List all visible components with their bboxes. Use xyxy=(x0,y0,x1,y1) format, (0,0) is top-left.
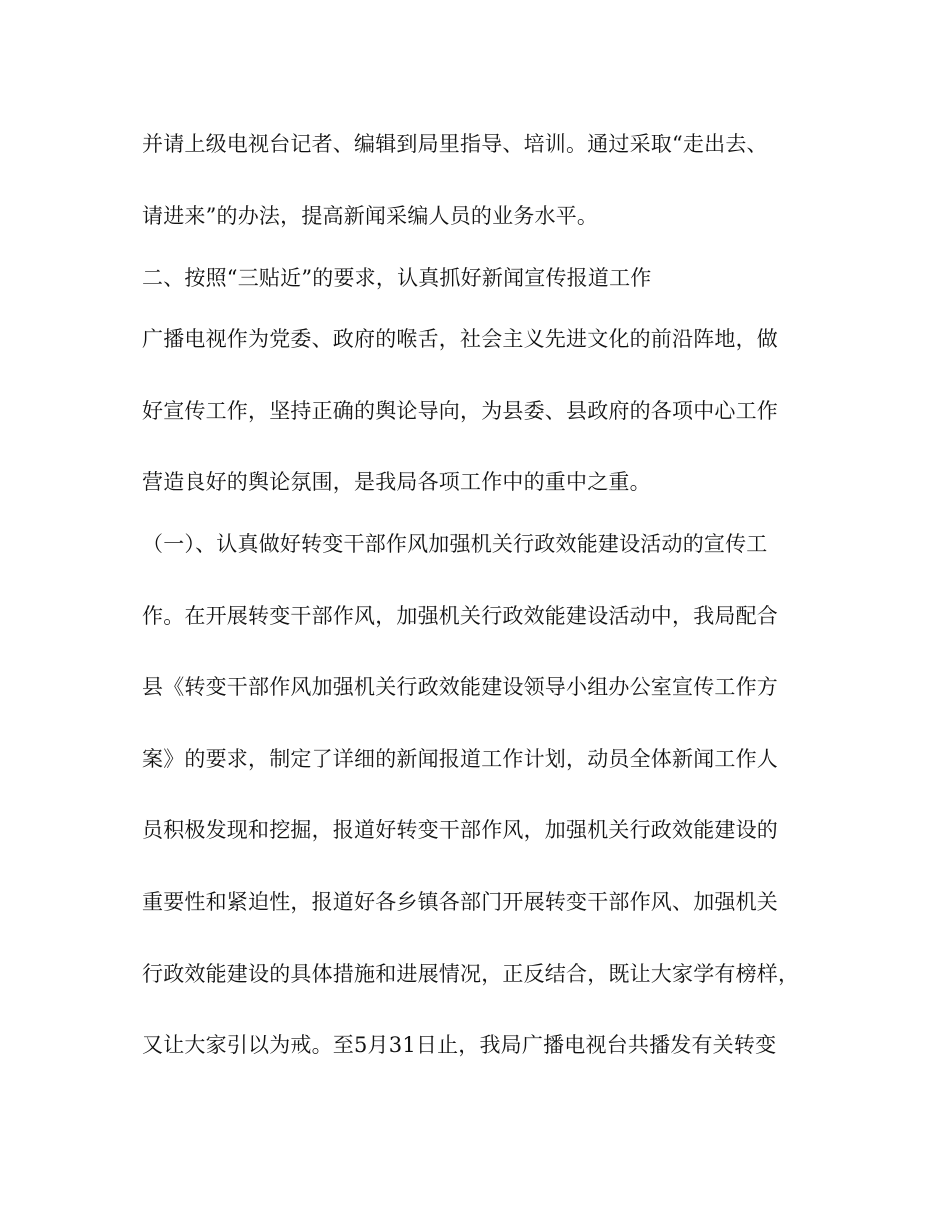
text-line: 行政效能建设的具体措施和进展情况，正反结合，既让大家学有榜样， xyxy=(142,962,800,986)
text-line: 员积极发现和挖掘，报道好转变干部作风，加强机关行政效能建设的 xyxy=(142,818,778,842)
text-line: 好宣传工作，坚持正确的舆论导向，为县委、县政府的各项中心工作 xyxy=(142,399,778,423)
text-line: 作。在开展转变干部作风，加强机关行政效能建设活动中，我局配合 xyxy=(142,604,778,628)
text-line: 又让大家引以为戒。至5月31日止，我局广播电视台共播发有关转变 xyxy=(142,1033,777,1057)
subsection-heading: （一）、认真做好转变干部作风加强机关行政效能建设活动的宣传工 xyxy=(142,532,768,556)
text-line: 案》的要求，制定了详细的新闻报道工作计划，动员全体新闻工作人 xyxy=(142,747,778,771)
text-line: 广播电视作为党委、政府的喉舌，社会主义先进文化的前沿阵地，做 xyxy=(142,327,778,351)
text-line: 营造良好的舆论氛围，是我局各项工作中的重中之重。 xyxy=(142,470,651,494)
text-line: 县《转变干部作风加强机关行政效能建设领导小组办公室宣传工作方 xyxy=(142,675,778,699)
section-heading: 二、按照“三贴近”的要求，认真抓好新闻宣传报道工作 xyxy=(142,266,652,290)
text-line: 重要性和紧迫性，报道好各乡镇各部门开展转变干部作风、加强机关 xyxy=(142,890,778,914)
text-line: 并请上级电视台记者、编辑到局里指导、培训。通过采取“走出去、 xyxy=(142,132,768,156)
text-line: 请进来”的办法，提高新闻采编人员的业务水平。 xyxy=(142,204,599,228)
